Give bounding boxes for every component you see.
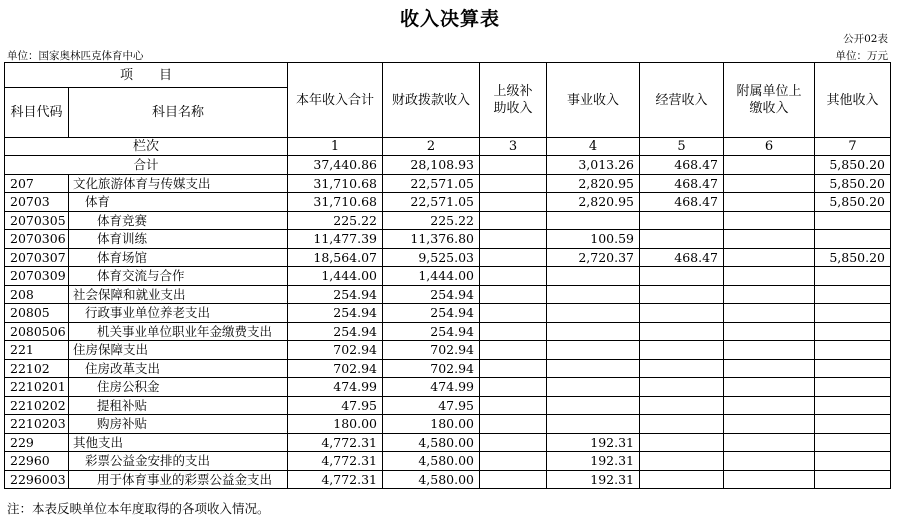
subject-code-cell: 20805 xyxy=(5,304,69,323)
table-row xyxy=(5,415,891,434)
amount-cell xyxy=(640,211,724,230)
total-cell: 468.47 xyxy=(640,156,724,175)
amount-cell: 254.94 xyxy=(288,322,383,341)
amount-cell: 31,710.68 xyxy=(288,193,383,212)
amount-cell xyxy=(480,211,547,230)
amount-cell xyxy=(724,415,815,434)
lane-number: 3 xyxy=(480,138,547,156)
table-row xyxy=(5,248,891,267)
amount-cell xyxy=(547,285,640,304)
amount-cell xyxy=(480,378,547,397)
subject-code-cell: 221 xyxy=(5,341,69,360)
amount-cell xyxy=(815,396,891,415)
amount-cell: 4,772.31 xyxy=(288,433,383,452)
amount-cell: 254.94 xyxy=(383,322,480,341)
amount-cell: 702.94 xyxy=(383,341,480,360)
amount-cell xyxy=(480,415,547,434)
amount-cell: 18,564.07 xyxy=(288,248,383,267)
amount-cell xyxy=(640,359,724,378)
amount-cell xyxy=(640,396,724,415)
subject-name-cell: 住房改革支出 xyxy=(69,359,288,378)
amount-cell: 254.94 xyxy=(383,285,480,304)
table-row xyxy=(5,341,891,360)
amount-cell xyxy=(815,359,891,378)
amount-cell: 1,444.00 xyxy=(383,267,480,286)
subject-code-cell: 20703 xyxy=(5,193,69,212)
amount-cell xyxy=(480,248,547,267)
amount-cell: 47.95 xyxy=(383,396,480,415)
amount-cell: 1,444.00 xyxy=(288,267,383,286)
amount-cell: 254.94 xyxy=(288,304,383,323)
header-row-1 xyxy=(5,63,891,88)
amount-cell xyxy=(640,230,724,249)
subject-code-cell: 2070305 xyxy=(5,211,69,230)
amount-cell: 192.31 xyxy=(547,433,640,452)
amount-cell: 468.47 xyxy=(640,193,724,212)
amount-cell: 254.94 xyxy=(383,304,480,323)
amount-cell xyxy=(724,174,815,193)
amount-cell: 702.94 xyxy=(288,341,383,360)
amount-cell: 2,720.37 xyxy=(547,248,640,267)
header-subject-code: 科目代码 xyxy=(5,88,69,138)
amount-cell: 11,477.39 xyxy=(288,230,383,249)
amount-cell xyxy=(724,433,815,452)
lane-number: 6 xyxy=(724,138,815,156)
total-cell: 3,013.26 xyxy=(547,156,640,175)
amount-cell xyxy=(480,230,547,249)
amount-cell xyxy=(815,341,891,360)
amount-cell xyxy=(640,267,724,286)
subject-code-cell: 2210202 xyxy=(5,396,69,415)
amount-cell xyxy=(480,359,547,378)
amount-cell: 254.94 xyxy=(288,285,383,304)
amount-cell: 225.22 xyxy=(383,211,480,230)
amount-cell xyxy=(640,452,724,471)
amount-cell: 4,580.00 xyxy=(383,470,480,489)
amount-cell xyxy=(724,285,815,304)
amount-cell: 5,850.20 xyxy=(815,193,891,212)
total-cell xyxy=(480,156,547,175)
header-item-group: 项 目 xyxy=(5,63,288,88)
form-number: 公开02表 xyxy=(843,33,888,45)
total-cell: 28,108.93 xyxy=(383,156,480,175)
amount-cell: 9,525.03 xyxy=(383,248,480,267)
table-row xyxy=(5,304,891,323)
amount-cell: 22,571.05 xyxy=(383,174,480,193)
table-row xyxy=(5,452,891,471)
amount-cell xyxy=(815,433,891,452)
lane-number: 5 xyxy=(640,138,724,156)
amount-cell xyxy=(547,396,640,415)
amount-cell xyxy=(547,322,640,341)
amount-cell xyxy=(640,470,724,489)
subject-code-cell: 207 xyxy=(5,174,69,193)
amount-cell xyxy=(547,267,640,286)
amount-cell xyxy=(815,267,891,286)
footnote: 注：本表反映单位本年度取得的各项收入情况。 xyxy=(7,501,270,516)
amount-cell xyxy=(640,304,724,323)
amount-cell xyxy=(547,359,640,378)
table-row xyxy=(5,322,891,341)
subject-name-cell: 提租补贴 xyxy=(69,396,288,415)
subject-name-cell: 体育训练 xyxy=(69,230,288,249)
table-row xyxy=(5,211,891,230)
amount-cell xyxy=(724,230,815,249)
amount-cell: 4,580.00 xyxy=(383,452,480,471)
amount-cell xyxy=(724,359,815,378)
amount-cell xyxy=(480,452,547,471)
total-cell xyxy=(724,156,815,175)
subject-name-cell: 体育场馆 xyxy=(69,248,288,267)
header-subject-name: 科目名称 xyxy=(69,88,288,138)
subject-code-cell: 2070306 xyxy=(5,230,69,249)
subject-code-cell: 22960 xyxy=(5,452,69,471)
amount-cell xyxy=(815,470,891,489)
subject-name-cell: 社会保障和就业支出 xyxy=(69,285,288,304)
amount-cell: 468.47 xyxy=(640,174,724,193)
total-row xyxy=(5,156,891,175)
table-row xyxy=(5,433,891,452)
amount-cell xyxy=(815,304,891,323)
header-business-revenue: 事业收入 xyxy=(547,63,640,138)
table-row xyxy=(5,378,891,397)
amount-cell xyxy=(815,378,891,397)
table-row xyxy=(5,174,891,193)
header-total-revenue: 本年收入合计 xyxy=(288,63,383,138)
table-row xyxy=(5,396,891,415)
amount-cell: 702.94 xyxy=(288,359,383,378)
amount-cell: 4,772.31 xyxy=(288,470,383,489)
subject-code-cell: 2296003 xyxy=(5,470,69,489)
subject-name-cell: 购房补贴 xyxy=(69,415,288,434)
total-cell: 5,850.20 xyxy=(815,156,891,175)
table-row xyxy=(5,230,891,249)
lane-label: 栏次 xyxy=(5,138,288,156)
amount-cell xyxy=(815,285,891,304)
subject-code-cell: 2210201 xyxy=(5,378,69,397)
amount-cell xyxy=(724,248,815,267)
amount-cell xyxy=(480,304,547,323)
amount-cell: 4,580.00 xyxy=(383,433,480,452)
lane-number: 4 xyxy=(547,138,640,156)
lane-number: 1 xyxy=(288,138,383,156)
subject-code-cell: 2070309 xyxy=(5,267,69,286)
amount-cell xyxy=(724,267,815,286)
amount-cell: 5,850.20 xyxy=(815,248,891,267)
table-row xyxy=(5,359,891,378)
amount-cell xyxy=(480,285,547,304)
amount-cell xyxy=(815,230,891,249)
amount-cell xyxy=(724,378,815,397)
amount-cell: 100.59 xyxy=(547,230,640,249)
amount-cell xyxy=(724,304,815,323)
amount-cell: 468.47 xyxy=(640,248,724,267)
amount-cell xyxy=(815,415,891,434)
amount-cell xyxy=(724,396,815,415)
amount-cell: 47.95 xyxy=(288,396,383,415)
amount-cell: 180.00 xyxy=(288,415,383,434)
amount-cell: 225.22 xyxy=(288,211,383,230)
subject-name-cell: 体育竞赛 xyxy=(69,211,288,230)
amount-cell xyxy=(547,378,640,397)
subject-name-cell: 文化旅游体育与传媒支出 xyxy=(69,174,288,193)
amount-cell: 22,571.05 xyxy=(383,193,480,212)
amount-cell xyxy=(547,211,640,230)
amount-cell: 31,710.68 xyxy=(288,174,383,193)
amount-cell: 180.00 xyxy=(383,415,480,434)
header-affiliated-remittance: 附属单位上缴收入 xyxy=(724,63,815,138)
amount-cell xyxy=(815,322,891,341)
table-row xyxy=(5,193,891,212)
amount-cell xyxy=(724,341,815,360)
subject-name-cell: 体育交流与合作 xyxy=(69,267,288,286)
amount-cell xyxy=(640,322,724,341)
table-row xyxy=(5,470,891,489)
amount-cell xyxy=(547,415,640,434)
amount-cell xyxy=(815,211,891,230)
total-cell: 37,440.86 xyxy=(288,156,383,175)
header-other-revenue: 其他收入 xyxy=(815,63,891,138)
revenue-table xyxy=(4,62,891,489)
amount-cell xyxy=(480,470,547,489)
amount-cell: 5,850.20 xyxy=(815,174,891,193)
lane-number: 2 xyxy=(383,138,480,156)
subject-name-cell: 机关事业单位职业年金缴费支出 xyxy=(69,322,288,341)
amount-cell xyxy=(547,304,640,323)
amount-cell xyxy=(640,433,724,452)
amount-cell xyxy=(480,341,547,360)
amount-cell: 4,772.31 xyxy=(288,452,383,471)
amount-cell xyxy=(724,470,815,489)
amount-cell xyxy=(640,378,724,397)
amount-cell xyxy=(480,174,547,193)
amount-cell xyxy=(724,193,815,212)
subject-name-cell: 用于体育事业的彩票公益金支出 xyxy=(69,470,288,489)
subject-code-cell: 208 xyxy=(5,285,69,304)
subject-name-cell: 住房保障支出 xyxy=(69,341,288,360)
lane-number: 7 xyxy=(815,138,891,156)
amount-cell xyxy=(724,452,815,471)
amount-cell: 2,820.95 xyxy=(547,193,640,212)
amount-cell xyxy=(815,452,891,471)
subject-code-cell: 2210203 xyxy=(5,415,69,434)
amount-cell xyxy=(724,211,815,230)
amount-cell: 2,820.95 xyxy=(547,174,640,193)
amount-cell xyxy=(480,193,547,212)
amount-cell xyxy=(640,341,724,360)
subject-code-cell: 2070307 xyxy=(5,248,69,267)
subject-name-cell: 住房公积金 xyxy=(69,378,288,397)
amount-cell: 474.99 xyxy=(383,378,480,397)
header-fiscal-appropriation: 财政拨款收入 xyxy=(383,63,480,138)
amount-cell: 11,376.80 xyxy=(383,230,480,249)
header-superior-subsidy: 上级补助收入 xyxy=(480,63,547,138)
table-row xyxy=(5,267,891,286)
amount-cell xyxy=(480,433,547,452)
amount-cell xyxy=(640,285,724,304)
subject-name-cell: 体育 xyxy=(69,193,288,212)
amount-cell: 474.99 xyxy=(288,378,383,397)
subject-code-cell: 2080506 xyxy=(5,322,69,341)
reporting-unit: 单位：国家奥林匹克体育中心 xyxy=(7,50,144,62)
amount-cell: 192.31 xyxy=(547,470,640,489)
header-operating-revenue: 经营收入 xyxy=(640,63,724,138)
lane-row xyxy=(5,138,891,156)
amount-cell xyxy=(547,341,640,360)
subject-name-cell: 其他支出 xyxy=(69,433,288,452)
amount-cell xyxy=(480,396,547,415)
amount-cell: 192.31 xyxy=(547,452,640,471)
report-title: 收入决算表 xyxy=(399,8,500,30)
subject-code-cell: 22102 xyxy=(5,359,69,378)
amount-cell xyxy=(724,322,815,341)
subject-name-cell: 行政事业单位养老支出 xyxy=(69,304,288,323)
subject-name-cell: 彩票公益金安排的支出 xyxy=(69,452,288,471)
currency-unit: 单位：万元 xyxy=(835,50,888,62)
amount-cell xyxy=(480,322,547,341)
amount-cell xyxy=(640,415,724,434)
amount-cell xyxy=(480,267,547,286)
amount-cell: 702.94 xyxy=(383,359,480,378)
total-label: 合计 xyxy=(5,156,288,175)
table-row xyxy=(5,285,891,304)
subject-code-cell: 229 xyxy=(5,433,69,452)
